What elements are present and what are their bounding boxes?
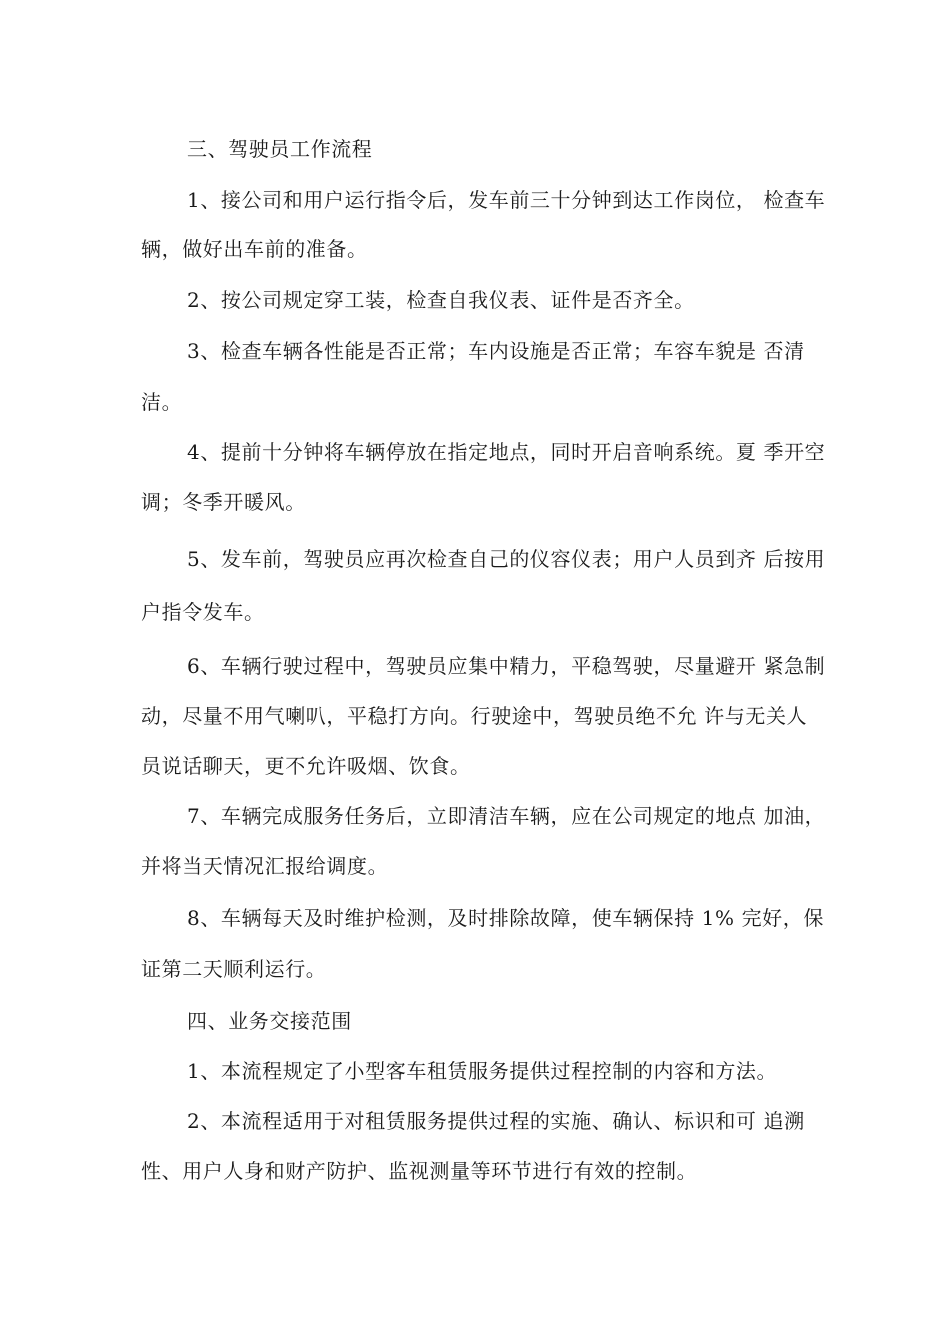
paragraph-line: 3、检查车辆各性能是否正常；车内设施是否正常；车容车貌是 否清 bbox=[187, 339, 805, 363]
paragraph-line: 7、车辆完成服务任务后，立即清洁车辆，应在公司规定的地点 加油， bbox=[187, 804, 826, 828]
paragraph-line: 动，尽量不用气喇叭，平稳打方向。行驶途中，驾驶员绝不允 许与无关人 bbox=[141, 704, 808, 728]
paragraph-line: 辆，做好出车前的准备。 bbox=[141, 237, 368, 261]
paragraph-line: 8、车辆每天及时维护检测，及时排除故障，使车辆保持 1% 完好，保 bbox=[187, 906, 824, 930]
paragraph-line: 1、接公司和用户运行指令后，发车前三十分钟到达工作岗位， 检查车 bbox=[187, 188, 826, 212]
paragraph-line: 性、用户人身和财产防护、监视测量等环节进行有效的控制。 bbox=[141, 1159, 698, 1183]
paragraph-line: 洁。 bbox=[141, 390, 183, 414]
paragraph-line: 员说话聊天，更不允许吸烟、饮食。 bbox=[141, 754, 471, 778]
paragraph-line: 证第二天顺利运行。 bbox=[141, 957, 327, 981]
paragraph-line: 6、车辆行驶过程中，驾驶员应集中精力，平稳驾驶，尽量避开 紧急制 bbox=[187, 654, 826, 678]
paragraph-line: 5、发车前，驾驶员应再次检查自己的仪容仪表；用户人员到齐 后按用 bbox=[187, 547, 826, 571]
section-heading-3: 三、驾驶员工作流程 bbox=[187, 137, 373, 161]
paragraph-line: 调；冬季开暖风。 bbox=[141, 490, 306, 514]
section-heading-4: 四、业务交接范围 bbox=[187, 1009, 352, 1033]
paragraph-line: 2、本流程适用于对租赁服务提供过程的实施、确认、标识和可 追溯 bbox=[187, 1109, 805, 1133]
paragraph-line: 4、提前十分钟将车辆停放在指定地点，同时开启音响系统。夏 季开空 bbox=[187, 440, 826, 464]
paragraph-line: 并将当天情况汇报给调度。 bbox=[141, 854, 389, 878]
paragraph-line: 户指令发车。 bbox=[141, 600, 265, 624]
paragraph-line: 2、按公司规定穿工装，检查自我仪表、证件是否齐全。 bbox=[187, 288, 695, 312]
paragraph-line: 1、本流程规定了小型客车租赁服务提供过程控制的内容和方法。 bbox=[187, 1059, 778, 1083]
